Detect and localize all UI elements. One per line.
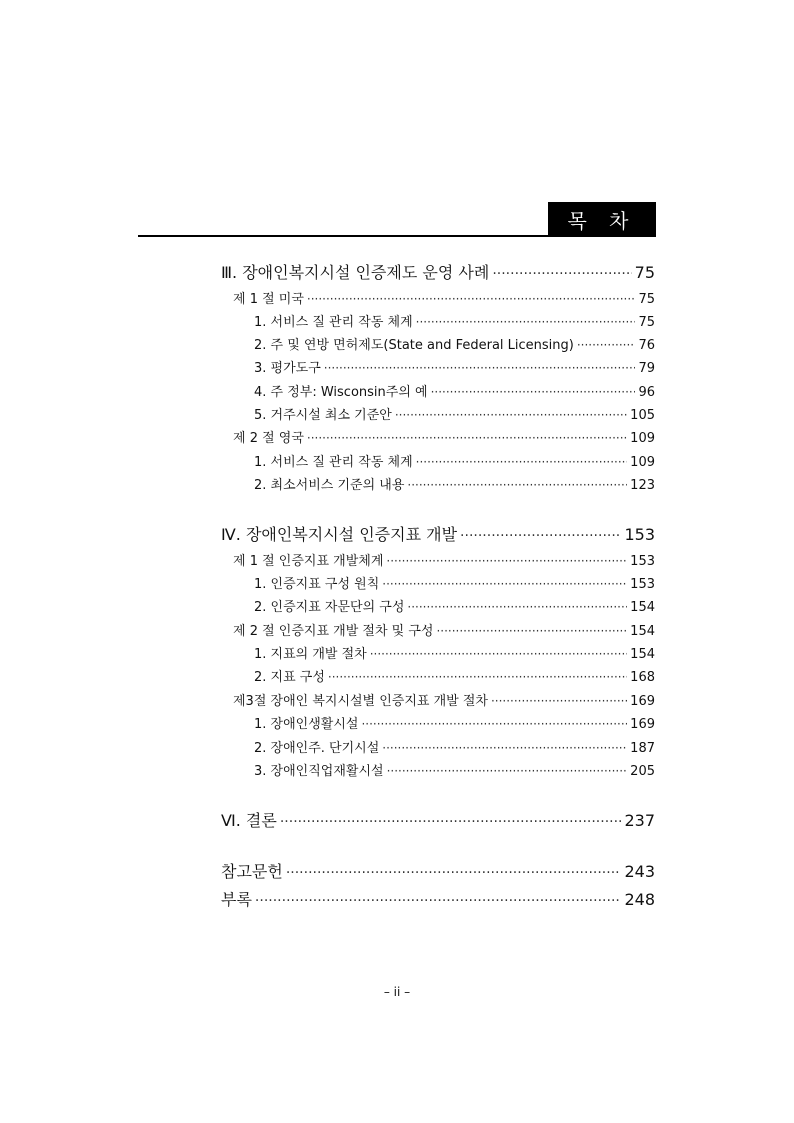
toc-subsection [254,474,655,493]
toc-page-number: 154 [630,624,655,639]
toc-page-number: 169 [630,694,655,709]
toc-chapter-3 [221,260,655,283]
toc-page-number: 237 [624,811,655,830]
toc-entry-text: 1. 지표의 개발 절차 [254,647,367,662]
toc-page-number: 79 [638,361,655,376]
toc-subsection [254,311,655,330]
toc-page-number: 205 [630,764,655,779]
toc-title: 목 차 [567,208,637,233]
toc-title-box [548,202,656,236]
toc-page-number: 109 [630,431,655,446]
dot-leader [286,865,622,881]
toc-entry-text: Ⅳ. 장애인복지시설 인증지표 개발 [221,525,458,544]
toc-subsection [254,573,655,592]
toc-entry-text: 3. 평가도구 [254,361,321,376]
toc-entry-text: 5. 거주시설 최소 기준안 [254,408,392,423]
toc-page-number: 75 [638,315,655,330]
toc-page-number: 109 [630,455,655,470]
dot-leader [431,385,636,399]
toc-subsection [254,381,655,400]
toc-entry-text: 참고문헌 [221,862,283,881]
toc-entry-text: 제 2 절 영국 [233,431,304,446]
dot-leader [386,554,627,568]
toc-subsection [254,334,655,353]
toc-page-number: 153 [630,554,655,569]
dot-leader [307,292,636,306]
toc-page-number: 96 [638,385,655,400]
toc-subsection [254,596,655,615]
toc-page-number: 243 [624,862,655,881]
toc-section [233,690,655,709]
toc-subsection [254,643,655,662]
toc-section [233,427,655,446]
toc-entry-text: 1. 서비스 질 관리 작동 체계 [254,455,413,470]
toc-page-number: 248 [624,890,655,909]
toc-entry-text: Ⅵ. 결론 [221,811,277,830]
dot-leader [307,431,627,445]
toc-entry-text: 제3절 장애인 복지시설별 인증지표 개발 절차 [233,694,488,709]
toc-section [233,550,655,569]
toc-page-number: 76 [638,338,655,353]
toc-entry-text: 제 1 절 인증지표 개발체계 [233,554,384,569]
page-number-label: – ii – [383,985,411,999]
toc-subsection [254,713,655,732]
toc-references [221,859,655,882]
dot-leader [370,647,627,661]
dot-leader [382,741,627,755]
toc-page-number: 153 [624,525,655,544]
toc-entry-text: 부록 [221,890,252,909]
toc-page-number: 105 [630,408,655,423]
dot-leader [491,694,627,708]
toc-page-number: 187 [630,741,655,756]
dot-leader [280,814,622,830]
dot-leader [255,893,622,909]
page-footer [0,985,794,999]
toc-page-number: 168 [630,670,655,685]
toc-page-number: 153 [630,577,655,592]
dot-leader [460,528,621,544]
dot-leader [324,361,636,375]
toc-page-number: 75 [634,263,655,282]
dot-leader [416,455,628,469]
title-rule [138,235,656,237]
toc-page-number: 154 [630,600,655,615]
toc-chapter-6 [221,808,655,831]
toc-entry-text: 2. 인증지표 자문단의 구성 [254,600,405,615]
toc-page-number: 123 [630,478,655,493]
toc-entry-text: Ⅲ. 장애인복지시설 인증제도 운영 사례 [221,263,490,282]
dot-leader [407,478,627,492]
toc-subsection [254,451,655,470]
dot-leader [436,624,627,638]
dot-leader [395,408,627,422]
dot-leader [577,338,636,352]
toc-entry-text: 제 2 절 인증지표 개발 절차 및 구성 [233,624,434,639]
toc-entry-text: 2. 주 및 연방 면허제도(State and Federal Licensing) [254,338,574,353]
toc-subsection [254,357,655,376]
toc-page-number: 154 [630,647,655,662]
toc-entry-text: 1. 장애인생활시설 [254,717,359,732]
toc-subsection [254,404,655,423]
toc-entry-text: 2. 최소서비스 기준의 내용 [254,478,405,493]
dot-leader [382,577,627,591]
toc-chapter-4 [221,522,655,545]
dot-leader [387,764,628,778]
toc-page-number: 75 [638,292,655,307]
toc-entry-text: 2. 장애인주. 단기시설 [254,741,380,756]
toc-subsection [254,737,655,756]
toc-entry-text: 제 1 절 미국 [233,292,304,307]
toc-section [233,620,655,639]
dot-leader [328,670,627,684]
toc-appendix [221,887,655,910]
dot-leader [416,315,636,329]
toc-subsection [254,666,655,685]
toc-entry-text: 3. 장애인직업재활시설 [254,764,384,779]
toc-entry-text: 4. 주 정부: Wisconsin주의 예 [254,385,428,400]
dot-leader [492,266,631,282]
toc-entry-text: 2. 지표 구성 [254,670,325,685]
toc-section [233,288,655,307]
dot-leader [407,600,627,614]
toc-entry-text: 1. 서비스 질 관리 작동 체계 [254,315,413,330]
dot-leader [361,717,627,731]
toc-page-number: 169 [630,717,655,732]
toc-subsection [254,760,655,779]
toc-entry-text: 1. 인증지표 구성 원칙 [254,577,380,592]
